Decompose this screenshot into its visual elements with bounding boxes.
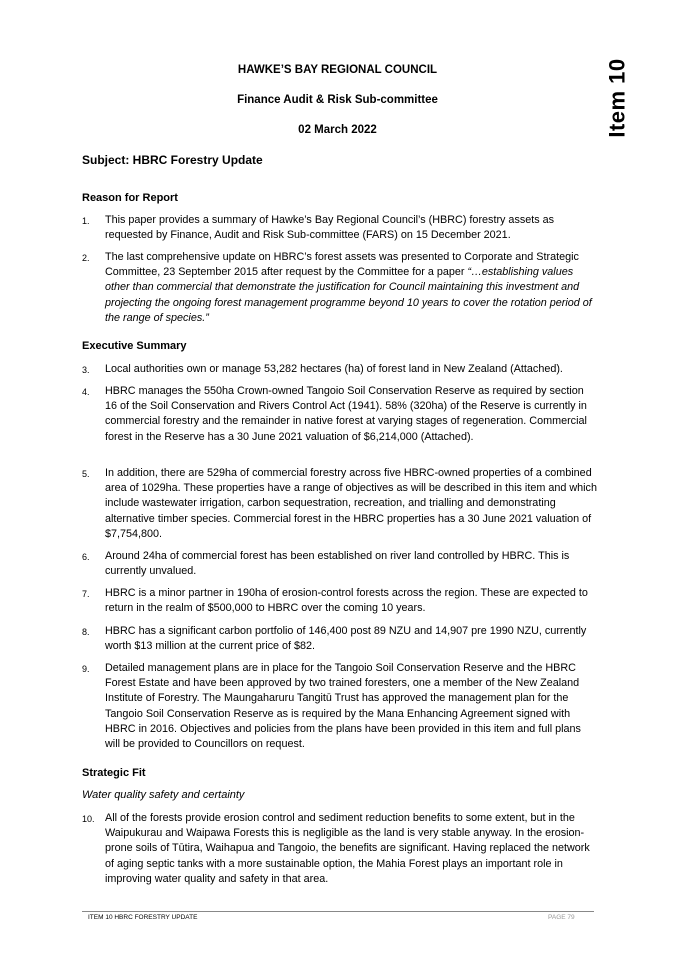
paragraph-text: HBRC has a significant carbon portfolio of 146,400 post 89 NZU and 14,907 pre 1990 NZU, currently worth $13 million at the current price of $82. bbox=[105, 625, 587, 653]
paragraph-text: The last comprehensive update on HBRC’s forest assets was presented to Corporate and Strategic Committee, 23 September 2015 after request by the Committee for a paper bbox=[105, 251, 579, 279]
paragraph-3 bbox=[82, 362, 597, 377]
subject-heading: Subject: HBRC Forestry Update bbox=[82, 153, 263, 167]
paragraph-2 bbox=[82, 250, 597, 326]
paragraph-8 bbox=[82, 624, 597, 654]
paragraph-number: 3. bbox=[82, 365, 90, 375]
organization-title: HAWKE’S BAY REGIONAL COUNCIL bbox=[237, 64, 438, 76]
paragraph-4 bbox=[82, 384, 597, 445]
paragraph-6 bbox=[82, 549, 597, 579]
paragraph-1 bbox=[82, 213, 597, 243]
paragraph-5 bbox=[82, 466, 597, 542]
section-heading-strategic: Strategic Fit bbox=[82, 767, 146, 779]
footer-item-title: ITEM 10 HBRC FORESTRY UPDATE bbox=[88, 914, 198, 921]
item-side-tab-label: Item 10 bbox=[605, 58, 631, 138]
paragraph-quote: “…establishing values other than commercial that demonstrate the justification for Council maintaining this investment and projecting the ongoing forest management programme beyond 10 years to cover the rotation period of the range of species.” bbox=[105, 266, 592, 324]
paragraph-number: 8. bbox=[82, 627, 90, 637]
committee-title: Finance Audit & Risk Sub-committee bbox=[237, 94, 438, 106]
section-heading-executive: Executive Summary bbox=[82, 340, 187, 352]
paragraph-9 bbox=[82, 661, 597, 752]
paragraph-text: Detailed management plans are in place for the Tangoio Soil Conservation Reserve and the HBRC Forest Estate and have been approved by two trained foresters, one a member of the New Zealand Institute of Forestry. The Maungaharuru Tangitū Trust has approved the management plan for the Tangoio Soil Conservation Reserve as is required by the Mana Enhancing Agreement signed with HBRC in 2016. Objectives and policies from the plans have been provided in this item and full plans will be provided to Councillors on request. bbox=[105, 662, 581, 751]
paragraph-text: Local authorities own or manage 53,282 hectares (ha) of forest land in New Zealand (Attached). bbox=[105, 363, 563, 375]
paragraph-number: 9. bbox=[82, 664, 90, 674]
paragraph-number: 5. bbox=[82, 469, 90, 479]
paragraph-10 bbox=[82, 811, 597, 887]
paragraph-number: 2. bbox=[82, 253, 90, 263]
subheading-water-quality: Water quality safety and certainty bbox=[82, 789, 245, 801]
item-side-tab bbox=[598, 58, 638, 138]
paragraph-number: 4. bbox=[82, 387, 90, 397]
paragraph-7 bbox=[82, 586, 597, 616]
paragraph-text: Around 24ha of commercial forest has been established on river land controlled by HBRC. This is currently unvalued. bbox=[105, 550, 570, 578]
paragraph-number: 6. bbox=[82, 552, 90, 562]
paragraph-number: 7. bbox=[82, 589, 90, 599]
paragraph-text: All of the forests provide erosion control and sediment reduction benefits to some extent, but in the Waipukurau and Waipawa Forests this is negligible as the land is very stable anyway. In the erosion-prone soils of Tūtira, Waihapua and Tangoio, the benefits are significant. Having replaced the network of aging septic tanks with a more sustainable option, the Mahia Forest plays an important role in improving water quality and safety in that area. bbox=[105, 812, 590, 885]
paragraph-text: HBRC is a minor partner in 190ha of erosion-control forests across the region. These are expected to return in the realm of $500,000 to HBRC over the coming 10 years. bbox=[105, 587, 588, 615]
footer-page-number: PAGE 79 bbox=[548, 914, 575, 921]
section-heading-reason: Reason for Report bbox=[82, 192, 178, 204]
paragraph-text: In addition, there are 529ha of commercial forestry across five HBRC-owned properties of a combined area of 1029ha. These properties have a range of objectives as will be described in this item and which include wastewater irrigation, carbon sequestration, recreation, and trialling and demonstrating alternative timber species. Commercial forest in the HBRC properties has a 30 June 2021 valuation of $7,754,800. bbox=[105, 467, 597, 540]
footer-divider bbox=[82, 911, 594, 912]
paragraph-number: 10. bbox=[82, 814, 95, 824]
meeting-date: 02 March 2022 bbox=[298, 124, 377, 136]
paragraph-text: This paper provides a summary of Hawke’s Bay Regional Council’s (HBRC) forestry assets as requested by Finance, Audit and Risk Sub-committee (FARS) on 15 December 2021. bbox=[105, 214, 555, 242]
paragraph-number: 1. bbox=[82, 216, 90, 226]
paragraph-text: HBRC manages the 550ha Crown-owned Tangoio Soil Conservation Reserve as required by section 16 of the Soil Conservation and Rivers Control Act (1941). 58% (320ha) of the Reserve is currently in commercial forestry and the remainder in native forest at varying stages of regeneration. Commercial forest in the Reserve has a 30 June 2021 valuation of $6,214,000 (Attached). bbox=[105, 385, 587, 443]
